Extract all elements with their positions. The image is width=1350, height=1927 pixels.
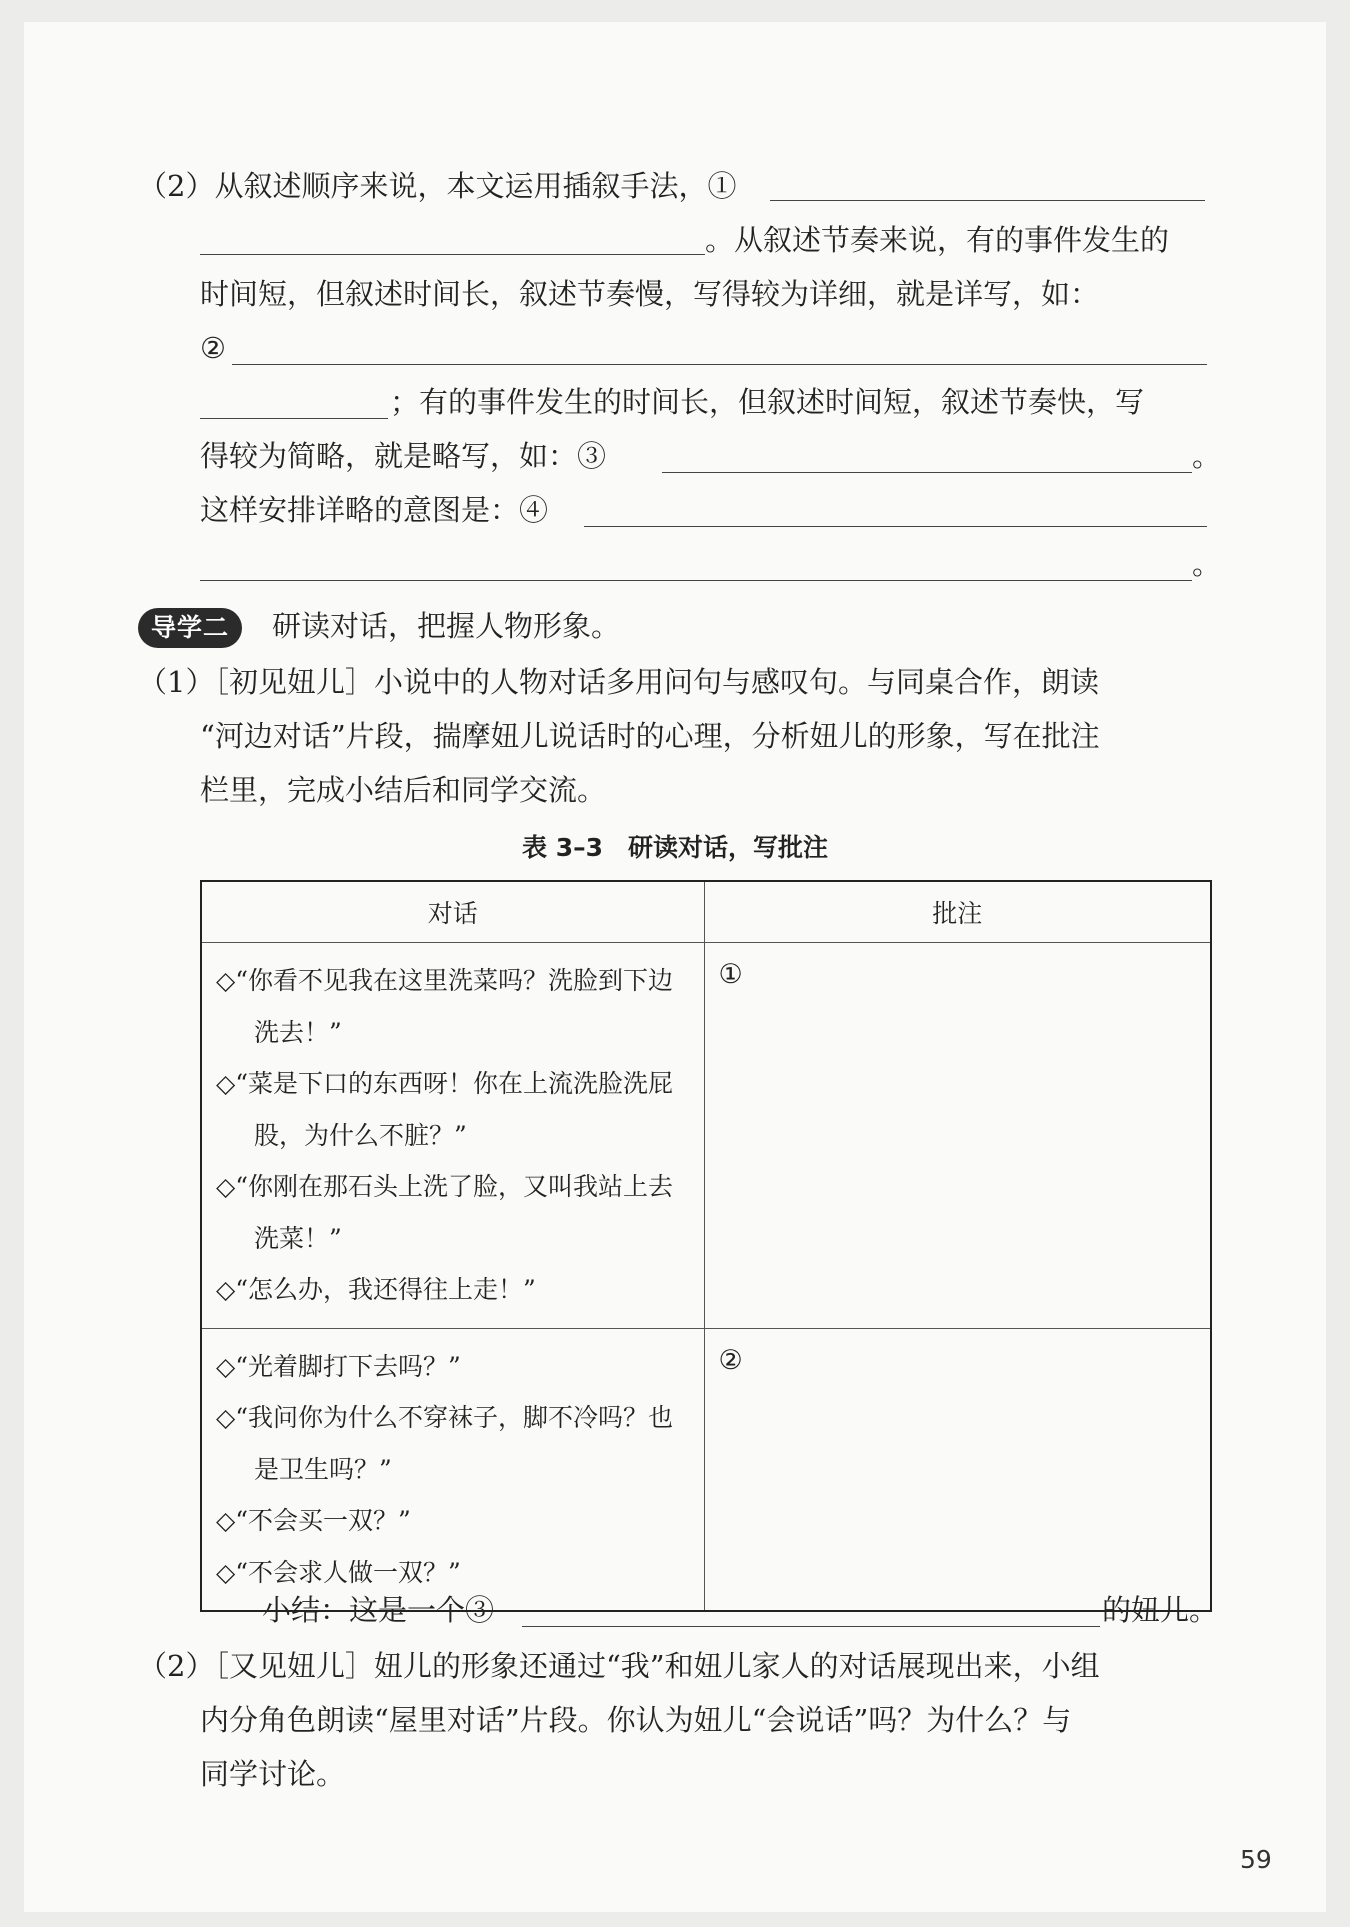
p1-line-3: 栏里，完成小结后和同学交流。: [200, 773, 607, 807]
table-header-note: 批注: [704, 881, 1211, 943]
dialog-item: ◇“光着脚打下去吗？”: [216, 1351, 461, 1381]
blank-4[interactable]: [584, 526, 1207, 527]
blank-2[interactable]: [232, 364, 1207, 365]
q2-line-2: 。从叙述节奏来说，有的事件发生的: [705, 223, 1170, 257]
q2-line-4: ②: [200, 331, 226, 365]
blank-1-cont[interactable]: [200, 254, 705, 255]
q2-line-6: 得较为简略，就是略写，如：③: [200, 439, 607, 473]
page-number: 59: [1240, 1845, 1272, 1874]
blank-1[interactable]: [770, 200, 1205, 201]
q2-line-6-end: 。: [1192, 439, 1222, 473]
p1-line-2: “河边对话”片段，揣摩妞儿说话时的心理，分析妞儿的形象，写在批注: [200, 719, 1100, 753]
p1-line-1: （1）［初见妞儿］小说中的人物对话多用问句与感叹句。与同桌合作，朗读: [138, 665, 1099, 699]
table-caption: 表 3–3 研读对话，写批注: [522, 833, 828, 862]
summary-label: 小结：这是一个③: [262, 1593, 495, 1627]
p2-line-2: 内分角色朗读“屋里对话”片段。你认为妞儿“会说话”吗？为什么？与: [200, 1703, 1072, 1737]
q2-line-8-end: 。: [1192, 547, 1222, 581]
dialog-item: ◇“怎么办，我还得往上走！”: [216, 1275, 536, 1304]
dialog-item: ◇“不会买一双？”: [216, 1506, 411, 1535]
note-marker: ①: [718, 959, 743, 990]
table-row: [201, 1328, 1211, 1611]
dialog-item: ◇“不会求人做一双？”: [216, 1557, 461, 1587]
dialog-item: ◇“我问你为什么不穿袜子，脚不冷吗？也是卫生吗？”: [216, 1403, 674, 1484]
table-row: [201, 943, 1211, 1329]
q2-line-5: ；有的事件发生的时间长，但叙述时间短，叙述节奏快，写: [390, 385, 1145, 419]
dialog-annotation-table: [200, 880, 1212, 1612]
p2-line-3: 同学讨论。: [200, 1757, 346, 1791]
note-marker: ②: [718, 1344, 743, 1376]
dialog-item: ◇“你看不见我在这里洗菜吗？洗脸到下边洗去！”: [216, 966, 674, 1047]
blank-2-cont[interactable]: [200, 418, 388, 419]
dialog-cell: [201, 943, 704, 1329]
dialog-cell: [201, 1328, 704, 1611]
note-cell[interactable]: [704, 1328, 1211, 1611]
q2-line-7: 这样安排详略的意图是：④: [200, 493, 549, 527]
note-cell[interactable]: [704, 943, 1211, 1329]
blank-3[interactable]: [662, 472, 1192, 473]
blank-summary[interactable]: [522, 1626, 1100, 1627]
p2-line-1: （2）［又见妞儿］妞儿的形象还通过“我”和妞儿家人的对话展现出来，小组: [138, 1649, 1100, 1683]
blank-4-cont[interactable]: [200, 580, 1192, 581]
section-badge: 导学二: [138, 608, 242, 648]
dialog-item: ◇“菜是下口的东西呀！你在上流洗脸洗屁股，为什么不脏？”: [216, 1069, 674, 1150]
table-header-dialog: 对话: [201, 881, 704, 943]
summary-end: 的妞儿。: [1102, 1593, 1219, 1627]
q2-line-1: （2）从叙述顺序来说，本文运用插叙手法，①: [138, 169, 737, 203]
q2-line-3: 时间短，但叙述时间长，叙述节奏慢，写得较为详细，就是详写，如：: [200, 277, 1100, 311]
dialog-item: ◇“你刚在那石头上洗了脸，又叫我站上去洗菜！”: [216, 1172, 674, 1253]
section-title: 研读对话，把握人物形象。: [272, 609, 621, 643]
